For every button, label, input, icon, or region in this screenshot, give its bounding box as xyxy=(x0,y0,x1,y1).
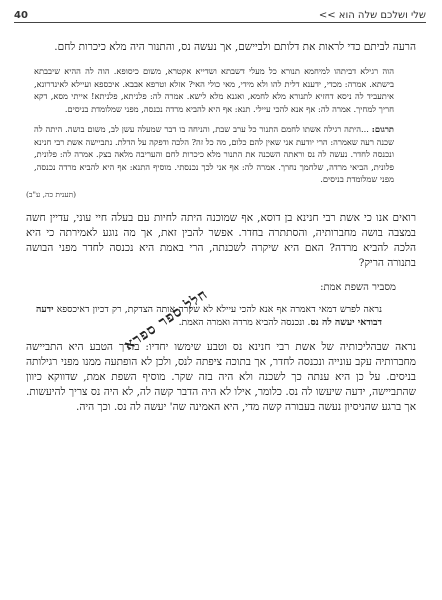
page-body xyxy=(26,30,416,415)
page-header xyxy=(14,8,426,22)
explainer-part-b: . ונכנסה להביא מרדה ואמרה האמת. xyxy=(178,317,311,328)
page-number: 40 xyxy=(14,9,28,21)
translation-block xyxy=(34,123,394,186)
running-title-text: שלי ושלכם שלה הוא xyxy=(338,9,426,21)
library-stamp: חלל ספר ספרא xyxy=(121,286,211,354)
explainer-bold: ידעה דבודאי יעשה לה נס xyxy=(36,303,382,328)
explainer-heading: מסביר השפת אמת: xyxy=(320,281,396,293)
header-arrows: >> xyxy=(318,9,336,21)
translation-label: תרגום: xyxy=(371,124,394,134)
translation-text: ...היתה רגילה אשתו לחמם התנור כל ערב שבת, והניחה בו דבר שמעלה עשן לב, משום בושה. היתה לה שכנה רעה שאמרה: הרי יודעת אני שאין להם כלום, מה כל זה? הלכה ודפקה על הדלת. נתביישה אשת רבי חנינא ונכנסה לחדר. נעשה לה נס וראתה השכנה את התנור מלא כיכרות לחם והעריבה מלאה בצק. אמרה לה: פלונית, פלונית, הביאי מרדה, שלחמך נחרך. אמרה לה: אף אני לכך נכנסתי. מוסיף התנא: אף היא להביא מרדה נכנסה, מפני שמלומדת בניסים. xyxy=(34,124,394,184)
opening-paragraph: הרעה לביתם כדי לראות את דלותם ולביישם, אך נעשה נס, והתנור היה מלא כיכרות לחם. xyxy=(54,41,416,53)
explainer-part-a: נראה לפרש דמאי דאמרה אף אנא להכי עיילא לא שקרה אותה הצדקת, רק דכיון דאיכספא xyxy=(53,303,382,315)
source-citation: (תענית כה, ע"ב) xyxy=(26,189,77,199)
conclusion-paragraph: נראה שבהליכותיה של אשת רבי חנינא נס וטבע שימשו יחדיו: בדרך הטבע היא התביישה מחברותיה עקב עונייה ונכנסה לחדר, אך בתוכה ציפתה לנס, ולכן לא הופתעה ממנו מפני רגילותה בניסים. על כן היא ענתה כך לשכנה ולא היה בזה שקר. מוסיף השפת אמת, שדווקא כיוון שהתביישה, ידעה שיעשו לה נס. כלומר, אילו לא היה הדבר קשה לה, לא היה נס צריך להיעשות. אך ברגע שהניסיון נעשה בעבורה קשה מדי, היא האמינה שה' יעשה לה נס. וכך היה. xyxy=(26,340,416,413)
explainer-quote xyxy=(36,303,382,330)
question-paragraph: רואים אנו כי אשת רבי חנינא בן דוסא, אף שמוכנה היתה לחיות עם בעלה חיי עוני, עדיין חשה במצבה בושה מחברותיה, והסתתרה בחדר. אפשר להבין זאת, אך מה נוגע לאמירתה כי היא הלכה להביא מרדה? האם היא שיקרה לשכנתה, הרי באמת היא נכנסה לחדר מפני הבושה בתנורה הריק? xyxy=(26,211,416,269)
gemara-quote: הוה רגילא דביתהו למיחמא תנורא כל מעלי דשבתא ושדייא אקטרא, משום כיסופא. הוה לה ההיא שיבבתא בישתא. אמרה: מכדי, ידענא דלית להו ולא מידי, מאי כולי האי? אזלא וטרפא אבבא. איכספא ועיילא לאינדרונא, איתעביד לה ניסא דחזיא לתנורא מלא לחמא, ואגנא מלא לישא. אמרה לה: פלניתא, פלניתא! אייתי מסא, דקא חריך למחיך. אמרה לה: אף אנא להכי עיילי. תנא: אף היא להביא מרדה נכנסה, מפני שמלומדת בניסים. xyxy=(34,66,394,114)
header-rule xyxy=(14,22,426,23)
running-title xyxy=(319,10,426,21)
